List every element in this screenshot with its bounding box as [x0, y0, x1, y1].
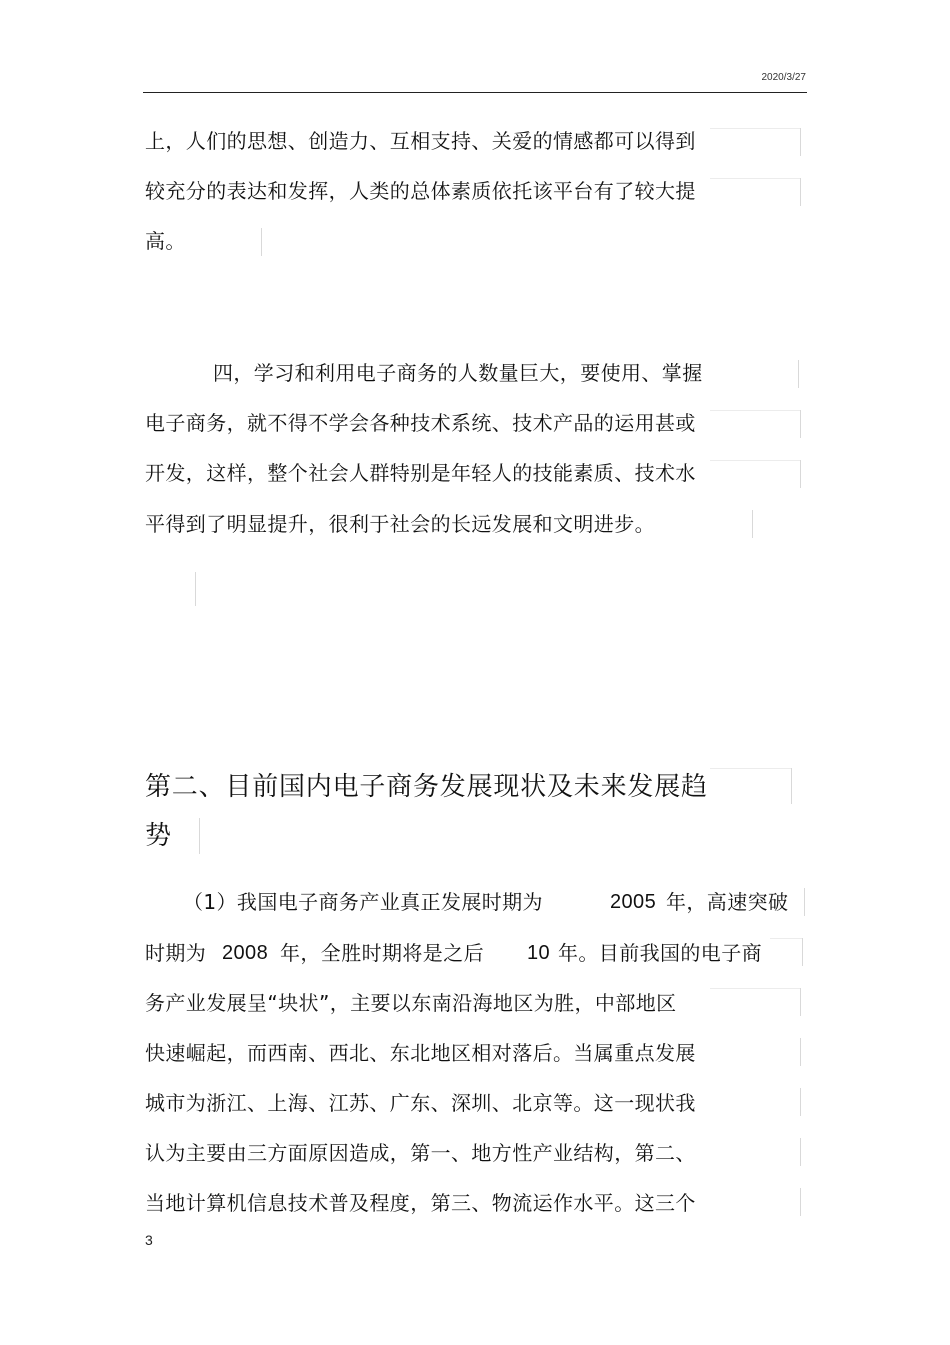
- textbox-border: [800, 988, 801, 1016]
- textbox-border: [800, 1138, 801, 1166]
- year-value: [610, 889, 656, 915]
- textbox-border: [791, 768, 792, 804]
- textbox-border: [798, 360, 799, 388]
- textbox-border: [802, 938, 803, 966]
- section-heading-line: 第二、目前国内电子商务发展现状及未来发展趋: [145, 772, 708, 802]
- number-value: [527, 940, 550, 966]
- paragraph-line: 快速崛起，而西南、西北、东北地区相对落后。当属重点发展: [145, 1041, 696, 1065]
- section-heading-line: 势: [145, 821, 172, 851]
- paragraph-line: 认为主要由三方面原因造成，第一、地方性产业结构，第二、: [145, 1141, 696, 1165]
- textbox-border: [800, 1088, 801, 1116]
- textbox-border: [710, 128, 800, 129]
- textbox-border: [195, 572, 196, 606]
- paragraph-line: 平得到了明显提升，很利于社会的长远发展和文明进步。: [145, 512, 655, 536]
- text-segment: 2005: [610, 891, 657, 913]
- text-segment: 年。目前我国的电子商: [558, 941, 762, 965]
- paragraph-line: 城市为浙江、上海、江苏、广东、深圳、北京等。这一现状我: [145, 1091, 696, 1115]
- textbox-border: [710, 410, 800, 411]
- paragraph-line: 开发，这样，整个社会人群特别是年轻人的技能素质、技术水: [145, 461, 696, 485]
- textbox-border: [800, 128, 801, 156]
- paragraph-line: 四，学习和利用电子商务的人数量巨大，要使用、掌握: [213, 361, 703, 385]
- paragraph-line: 较充分的表达和发挥，人类的总体素质依托该平台有了较大提: [145, 179, 696, 203]
- paragraph-line: 当地计算机信息技术普及程度，第三、物流运作水平。这三个: [145, 1191, 696, 1215]
- textbox-border: [199, 818, 200, 854]
- paragraph-line: [145, 940, 206, 966]
- textbox-border: [710, 768, 791, 769]
- paragraph-line: [666, 889, 788, 915]
- text-segment: 2008: [222, 942, 269, 964]
- textbox-border: [752, 510, 753, 538]
- text-segment: （1）我国电子商务产业真正发展时期为: [183, 890, 543, 914]
- paragraph-line: [183, 889, 543, 915]
- paragraph-line: 电子商务，就不得不学会各种技术系统、技术产品的运用甚或: [145, 411, 696, 435]
- textbox-border: [710, 178, 800, 179]
- textbox-border: [261, 228, 262, 256]
- paragraph-line: [280, 940, 484, 966]
- text-segment: 年，全胜时期将是之后: [280, 941, 484, 965]
- text-segment: 10: [527, 942, 551, 964]
- textbox-border: [710, 988, 800, 989]
- header-rule: [143, 92, 807, 93]
- textbox-border: [804, 888, 805, 916]
- textbox-border: [800, 1188, 801, 1216]
- header-date: 2020/3/27: [761, 72, 806, 83]
- text-segment: 时期为: [145, 941, 207, 965]
- textbox-border: [800, 1038, 801, 1066]
- textbox-border: [800, 460, 801, 488]
- text-segment: 年，高速突破: [666, 890, 789, 914]
- textbox-border: [770, 938, 802, 939]
- textbox-border: [800, 410, 801, 438]
- paragraph-line: 上，人们的思想、创造力、互相支持、关爱的情感都可以得到: [145, 129, 696, 153]
- page-number: 3: [145, 1232, 153, 1248]
- paragraph-line: 务产业发展呈“块状”，主要以东南沿海地区为胜，中部地区: [145, 991, 677, 1015]
- textbox-border: [710, 460, 800, 461]
- paragraph-line: [558, 940, 762, 966]
- paragraph-line: 高。: [145, 229, 186, 253]
- textbox-border: [800, 178, 801, 206]
- year-value: [222, 940, 268, 966]
